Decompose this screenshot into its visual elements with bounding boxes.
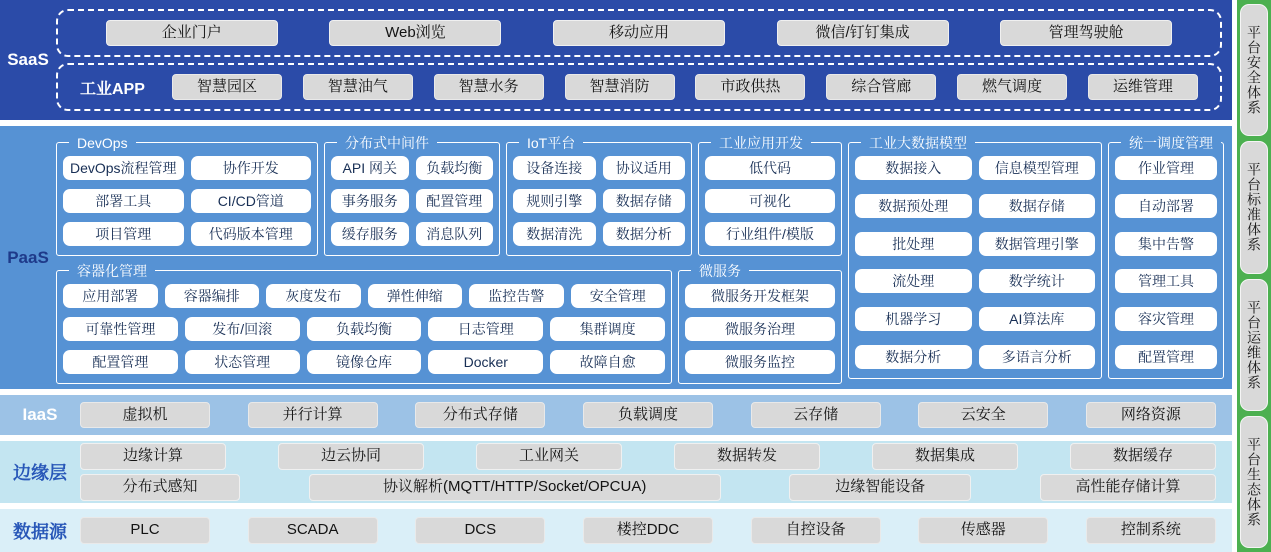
saas-layer-label: SaaS (7, 50, 49, 69)
datasource-item-button[interactable]: 控制系统 (1086, 517, 1216, 544)
datasource-item-button[interactable]: 楼控DDC (583, 517, 713, 544)
iaas-item-button[interactable]: 虚拟机 (80, 402, 210, 429)
iaas-layer (0, 395, 1232, 435)
industrial-app-button[interactable]: 市政供热 (695, 74, 805, 101)
bigdata-item-button[interactable]: AI算法库 (979, 307, 1096, 331)
bigdata-item-button[interactable]: 数学统计 (979, 269, 1096, 293)
saas-content (56, 0, 1232, 120)
edge-row-2 (80, 474, 1216, 501)
scheduling-item-button[interactable]: 容灾管理 (1115, 307, 1217, 331)
container-mgmt-group (56, 263, 672, 384)
iot-item-button[interactable]: 数据分析 (603, 222, 686, 246)
devops-group-title: DevOps (69, 134, 136, 152)
edge-item-button[interactable]: 数据转发 (674, 443, 820, 470)
middleware-group-title: 分布式中间件 (337, 134, 437, 152)
microservice-item-button[interactable]: 微服务治理 (685, 317, 835, 341)
datasource-item-button[interactable]: 传感器 (918, 517, 1048, 544)
microservice-group-title: 微服务 (691, 262, 749, 280)
bigdata-item-button[interactable]: 机器学习 (855, 307, 972, 331)
paas-layer (0, 126, 1232, 389)
industrial-appdev-item-button[interactable]: 低代码 (705, 156, 835, 180)
paas-bottom-row (56, 263, 842, 384)
platform-system-box (1240, 279, 1268, 411)
iot-items (513, 156, 685, 246)
platform-system-label: 平台运维体系 (1246, 299, 1262, 390)
microservice-item-button[interactable]: 微服务开发框架 (685, 284, 835, 308)
bigdata-item-button[interactable]: 信息模型管理 (979, 156, 1096, 180)
industrial-appdev-group-title: 工业应用开发 (711, 134, 811, 152)
edge-item-button[interactable]: 数据缓存 (1070, 443, 1216, 470)
iot-item-button[interactable]: 规则引擎 (513, 189, 596, 213)
saas-app-button[interactable]: 企业门户 (106, 20, 278, 47)
saas-layer (0, 0, 1232, 120)
microservice-items (685, 284, 835, 374)
bigdata-item-button[interactable]: 数据分析 (855, 345, 972, 369)
container-item-button[interactable]: 安全管理 (571, 284, 666, 308)
container-mgmt-group-title: 容器化管理 (69, 262, 155, 280)
edge-item-button[interactable]: 数据集成 (872, 443, 1018, 470)
bigdata-item-button[interactable]: 多语言分析 (979, 345, 1096, 369)
container-item-button[interactable]: 容器编排 (165, 284, 260, 308)
middleware-item-button[interactable]: 事务服务 (331, 189, 409, 213)
platform-system-label: 平台生态体系 (1246, 436, 1262, 527)
middleware-item-button[interactable]: 负载均衡 (416, 156, 494, 180)
container-item-button[interactable]: 镜像仓库 (307, 350, 422, 374)
container-row-2 (63, 317, 665, 341)
bigdata-item-button[interactable]: 批处理 (855, 232, 972, 256)
edge-content (80, 443, 1232, 501)
iaas-item-button[interactable]: 云安全 (918, 402, 1048, 429)
iot-item-button[interactable]: 设备连接 (513, 156, 596, 180)
devops-items (63, 156, 311, 246)
saas-app-button[interactable]: 微信/钉钉集成 (777, 20, 949, 47)
middleware-item-button[interactable]: 缓存服务 (331, 222, 409, 246)
scheduling-item-button[interactable]: 作业管理 (1115, 156, 1217, 180)
edge-item-button[interactable]: 边云协同 (278, 443, 424, 470)
middleware-item-button[interactable]: API 网关 (331, 156, 409, 180)
container-item-button[interactable]: 状态管理 (185, 350, 300, 374)
edge-item-button[interactable]: 边缘智能设备 (789, 474, 971, 501)
edge-item-button[interactable]: 工业网关 (476, 443, 622, 470)
container-item-button[interactable]: 发布/回滚 (185, 317, 300, 341)
industrial-app-button[interactable]: 智慧消防 (565, 74, 675, 101)
platform-system-box (1240, 416, 1268, 548)
iaas-item-button[interactable]: 分布式存储 (415, 402, 545, 429)
devops-item-button[interactable]: DevOps流程管理 (63, 156, 184, 180)
container-mgmt-rows (63, 284, 665, 374)
industrial-app-button[interactable]: 燃气调度 (957, 74, 1067, 101)
edge-item-button[interactable]: 协议解析(MQTT/HTTP/Socket/OPCUA) (309, 474, 721, 501)
industrial-app-button[interactable]: 智慧水务 (434, 74, 544, 101)
platform-system-box (1240, 4, 1268, 136)
container-item-button[interactable]: 可靠性管理 (63, 317, 178, 341)
container-item-button[interactable]: 负载均衡 (307, 317, 422, 341)
datasource-item-button[interactable]: DCS (415, 517, 545, 544)
devops-item-button[interactable]: 代码版本管理 (191, 222, 312, 246)
paas-content (56, 126, 1232, 389)
container-item-button[interactable]: 弹性伸缩 (368, 284, 463, 308)
bigdata-item-button[interactable]: 数据预处理 (855, 194, 972, 218)
scheduling-items (1115, 156, 1217, 369)
industrial-app-button[interactable]: 综合管廊 (826, 74, 936, 101)
iot-item-button[interactable]: 数据清洗 (513, 222, 596, 246)
container-item-button[interactable]: 日志管理 (428, 317, 543, 341)
industrial-appdev-item-button[interactable]: 行业组件/模版 (705, 222, 835, 246)
scheduling-group-title: 统一调度管理 (1121, 134, 1221, 152)
container-item-button[interactable]: Docker (428, 350, 543, 374)
datasource-layer-label: 数据源 (13, 521, 67, 542)
paas-left-column (56, 135, 842, 379)
iot-group-title: IoT平台 (519, 134, 583, 152)
devops-item-button[interactable]: CI/CD管道 (191, 189, 312, 213)
edge-layer-label: 边缘层 (13, 463, 67, 483)
platform-system-label: 平台标准体系 (1246, 162, 1262, 253)
iot-item-button[interactable]: 协议适用 (603, 156, 686, 180)
bigdata-item-button[interactable]: 数据存储 (979, 194, 1096, 218)
scheduling-item-button[interactable]: 管理工具 (1115, 269, 1217, 293)
bigdata-items (855, 156, 1095, 369)
datasource-item-button[interactable]: SCADA (248, 517, 378, 544)
platform-system-sidebar (1237, 0, 1271, 552)
bigdata-item-button[interactable]: 数据管理引擎 (979, 232, 1096, 256)
saas-app-button[interactable]: 移动应用 (553, 20, 725, 47)
devops-item-button[interactable]: 部署工具 (63, 189, 184, 213)
bigdata-group (848, 135, 1102, 379)
middleware-group (324, 135, 500, 256)
iot-item-button[interactable]: 数据存储 (603, 189, 686, 213)
iaas-item-button[interactable]: 云存储 (751, 402, 881, 429)
iaas-layer-label: IaaS (22, 405, 58, 424)
middleware-items (331, 156, 493, 246)
platform-system-box (1240, 141, 1268, 273)
middleware-item-button[interactable]: 配置管理 (416, 189, 494, 213)
iot-group (506, 135, 692, 256)
edge-item-button[interactable]: 高性能存储计算 (1040, 474, 1216, 501)
bigdata-item-button[interactable]: 数据接入 (855, 156, 972, 180)
container-item-button[interactable]: 集群调度 (550, 317, 665, 341)
saas-app-button[interactable]: Web浏览 (329, 20, 501, 47)
microservice-item-button[interactable]: 微服务监控 (685, 350, 835, 374)
industrial-appdev-group (698, 135, 842, 256)
container-item-button[interactable]: 灰度发布 (266, 284, 361, 308)
industrial-app-button[interactable]: 运维管理 (1088, 74, 1198, 101)
datasource-item-button[interactable]: 自控设备 (751, 517, 881, 544)
industrial-appdev-item-button[interactable]: 可视化 (705, 189, 835, 213)
container-item-button[interactable]: 故障自愈 (550, 350, 665, 374)
datasource-item-button[interactable]: PLC (80, 517, 210, 544)
container-item-button[interactable]: 应用部署 (63, 284, 158, 308)
edge-item-button[interactable]: 边缘计算 (80, 443, 226, 470)
datasource-items (80, 517, 1232, 544)
middleware-item-button[interactable]: 消息队列 (416, 222, 494, 246)
industrial-app-button[interactable]: 智慧园区 (172, 74, 282, 101)
industrial-app-button[interactable]: 智慧油气 (303, 74, 413, 101)
industrial-app-buttons (172, 74, 1198, 101)
paas-layer-label: PaaS (7, 247, 49, 267)
edge-layer (0, 441, 1232, 503)
container-item-button[interactable]: 监控告警 (469, 284, 564, 308)
paas-top-row (56, 135, 842, 256)
devops-group (56, 135, 318, 256)
scheduling-item-button[interactable]: 配置管理 (1115, 345, 1217, 369)
platform-system-label: 平台安全体系 (1246, 25, 1262, 116)
saas-apps-box (56, 9, 1222, 57)
edge-row-1 (80, 443, 1216, 470)
container-row-1 (63, 284, 665, 308)
microservice-group (678, 263, 842, 384)
iaas-items (80, 402, 1232, 429)
iaas-item-button[interactable]: 网络资源 (1086, 402, 1216, 429)
scheduling-item-button[interactable]: 集中告警 (1115, 232, 1217, 256)
industrial-app-box (56, 63, 1222, 111)
edge-item-button[interactable]: 分布式感知 (80, 474, 240, 501)
saas-app-button[interactable]: 管理驾驶舱 (1000, 20, 1172, 47)
bigdata-group-title: 工业大数据模型 (861, 134, 975, 152)
scheduling-group (1108, 135, 1224, 379)
container-row-3 (63, 350, 665, 374)
container-item-button[interactable]: 配置管理 (63, 350, 178, 374)
industrial-appdev-items (705, 156, 835, 246)
scheduling-item-button[interactable]: 自动部署 (1115, 194, 1217, 218)
iaas-item-button[interactable]: 负载调度 (583, 402, 713, 429)
iaas-item-button[interactable]: 并行计算 (248, 402, 378, 429)
datasource-layer (0, 509, 1232, 552)
industrial-app-label: 工业APP (80, 80, 145, 98)
devops-item-button[interactable]: 项目管理 (63, 222, 184, 246)
bigdata-item-button[interactable]: 流处理 (855, 269, 972, 293)
paas-right-column (848, 135, 1224, 379)
devops-item-button[interactable]: 协作开发 (191, 156, 312, 180)
